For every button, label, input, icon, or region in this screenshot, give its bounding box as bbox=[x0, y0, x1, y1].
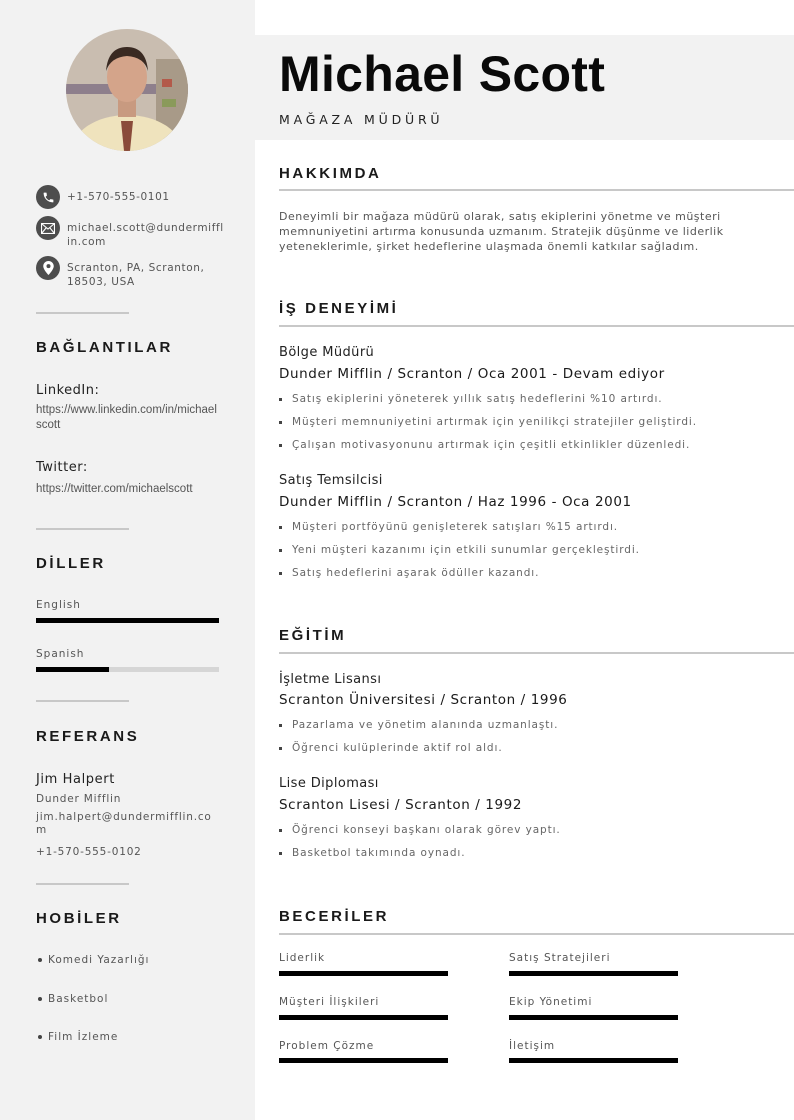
bullet-icon bbox=[279, 747, 282, 750]
phone-icon bbox=[36, 185, 60, 209]
job-bullet: Yeni müşteri kazanımı için etkili sunumlar gerçekleştirdi. bbox=[279, 544, 640, 556]
skill-fill bbox=[279, 1058, 448, 1063]
job-role: Satış Temsilcisi bbox=[279, 473, 383, 488]
contact-address bbox=[36, 256, 226, 289]
job-title: MAĞAZA MÜDÜRÜ bbox=[279, 112, 444, 127]
bullet-icon bbox=[279, 421, 282, 424]
education-title: EĞİTİM bbox=[279, 627, 347, 644]
education-degree: İşletme Lisansı bbox=[279, 672, 382, 687]
section-rule bbox=[279, 325, 794, 327]
education-bullet: Öğrenci konseyi başkanı olarak görev yaptı. bbox=[279, 824, 561, 836]
language-english-label: English bbox=[36, 599, 81, 611]
twitter-url[interactable]: https://twitter.com/michaelscott bbox=[36, 483, 193, 495]
education-meta: Scranton Üniversitesi / Scranton / 1996 bbox=[279, 692, 568, 708]
skill-label: İletişim bbox=[509, 1040, 556, 1052]
bullet-icon bbox=[279, 852, 282, 855]
section-rule bbox=[279, 933, 794, 935]
skill-label: Müşteri İlişkileri bbox=[279, 996, 380, 1008]
twitter-label: Twitter: bbox=[36, 460, 88, 475]
bullet-icon bbox=[279, 398, 282, 401]
section-rule bbox=[279, 189, 794, 191]
hobby-item: Film İzleme bbox=[38, 1031, 118, 1043]
skills-title: BECERİLER bbox=[279, 908, 390, 925]
reference-email[interactable]: jim.halpert@dundermifflin.com bbox=[36, 811, 212, 836]
education-meta: Scranton Lisesi / Scranton / 1992 bbox=[279, 797, 523, 813]
phone-text: +1-570-555-0101 bbox=[67, 191, 170, 203]
education-bullet: Basketbol takımında oynadı. bbox=[279, 847, 465, 859]
bullet-icon bbox=[38, 958, 42, 962]
bullet-icon bbox=[279, 526, 282, 529]
bullet-icon bbox=[279, 724, 282, 727]
language-spanish-fill bbox=[36, 667, 109, 672]
email-link[interactable]: michael.scott@dundermifflin.com bbox=[67, 222, 224, 248]
experience-title: İŞ DENEYİMİ bbox=[279, 300, 399, 317]
skill-bar bbox=[279, 1015, 448, 1020]
bullet-icon bbox=[279, 829, 282, 832]
person-name: Michael Scott bbox=[279, 46, 606, 102]
job-bullet: Çalışan motivasyonunu artırmak için çeşitli etkinlikler düzenledi. bbox=[279, 439, 690, 451]
languages-title: DİLLER bbox=[36, 555, 106, 572]
bullet-icon bbox=[279, 444, 282, 447]
job-bullet: Müşteri memnuniyetini artırmak için yenilikçi stratejiler geliştirdi. bbox=[279, 416, 697, 428]
language-english-fill bbox=[36, 618, 219, 623]
section-rule bbox=[279, 652, 794, 654]
about-text: Deneyimli bir mağaza müdürü olarak, satış ekiplerini yönetme ve müşteri memnuniyetini artırma konusunda uzmanım. Stratejik düşünme ve liderlik yeteneklerimle, şirket hedeflerine ulaşmada önemli katkılar sağladım. bbox=[279, 210, 724, 253]
divider bbox=[36, 883, 129, 885]
skill-label: Liderlik bbox=[279, 952, 326, 964]
reference-company: Dunder Mifflin bbox=[36, 793, 122, 805]
job-meta: Dunder Mifflin / Scranton / Oca 2001 - Devam ediyor bbox=[279, 366, 665, 382]
contact-phone bbox=[36, 185, 226, 209]
skill-fill bbox=[509, 971, 678, 976]
skill-fill bbox=[279, 1015, 448, 1020]
education-degree: Lise Diploması bbox=[279, 776, 379, 791]
reference-phone: +1-570-555-0102 bbox=[36, 846, 142, 858]
job-bullet: Satış hedeflerini aşarak ödüller kazandı. bbox=[279, 567, 539, 579]
bullet-icon bbox=[38, 1035, 42, 1039]
skill-bar bbox=[509, 971, 678, 976]
reference-name: Jim Halpert bbox=[36, 772, 115, 787]
skill-bar bbox=[279, 1058, 448, 1063]
hobbies-title: HOBİLER bbox=[36, 910, 122, 927]
language-spanish-label: Spanish bbox=[36, 648, 85, 660]
skill-bar bbox=[279, 971, 448, 976]
skill-bar bbox=[509, 1058, 678, 1063]
education-bullet: Öğrenci kulüplerinde aktif rol aldı. bbox=[279, 742, 503, 754]
education-bullet: Pazarlama ve yönetim alanında uzmanlaştı. bbox=[279, 719, 558, 731]
job-role: Bölge Müdürü bbox=[279, 345, 375, 360]
bullet-icon bbox=[279, 572, 282, 575]
contact-email bbox=[36, 216, 226, 249]
contact-info bbox=[36, 185, 226, 296]
about-title: HAKKIMDA bbox=[279, 165, 382, 182]
address-text: Scranton, PA, Scranton, 18503, USA bbox=[67, 262, 205, 288]
linkedin-label: LinkedIn: bbox=[36, 383, 100, 398]
skill-fill bbox=[509, 1058, 678, 1063]
skill-label: Satış Stratejileri bbox=[509, 952, 611, 964]
skill-label: Ekip Yönetimi bbox=[509, 996, 593, 1008]
bullet-icon bbox=[279, 549, 282, 552]
skill-label: Problem Çözme bbox=[279, 1040, 375, 1052]
language-english-bar bbox=[36, 618, 219, 623]
skill-fill bbox=[509, 1015, 678, 1020]
skill-bar bbox=[509, 1015, 678, 1020]
reference-title: REFERANS bbox=[36, 728, 140, 745]
profile-photo-illustration bbox=[66, 29, 188, 151]
header bbox=[255, 35, 794, 140]
links-title: BAĞLANTILAR bbox=[36, 339, 173, 356]
skill-fill bbox=[279, 971, 448, 976]
main-content bbox=[255, 0, 794, 1120]
bullet-icon bbox=[38, 997, 42, 1001]
profile-photo bbox=[66, 29, 188, 151]
divider bbox=[36, 312, 129, 314]
hobby-item: Basketbol bbox=[38, 993, 108, 1005]
divider bbox=[36, 700, 129, 702]
job-bullet: Müşteri portföyünü genişleterek satışları %15 artırdı. bbox=[279, 521, 618, 533]
job-meta: Dunder Mifflin / Scranton / Haz 1996 - Oca 2001 bbox=[279, 494, 632, 510]
job-bullet: Satış ekiplerini yöneterek yıllık satış hedeflerini %10 artırdı. bbox=[279, 393, 663, 405]
language-spanish-bar bbox=[36, 667, 219, 672]
divider bbox=[36, 528, 129, 530]
sidebar bbox=[0, 0, 255, 1120]
envelope-icon bbox=[36, 216, 60, 240]
map-pin-icon bbox=[36, 256, 60, 280]
hobby-item: Komedi Yazarlığı bbox=[38, 954, 149, 966]
linkedin-url[interactable]: https://www.linkedin.com/in/michaelscott bbox=[36, 404, 217, 431]
